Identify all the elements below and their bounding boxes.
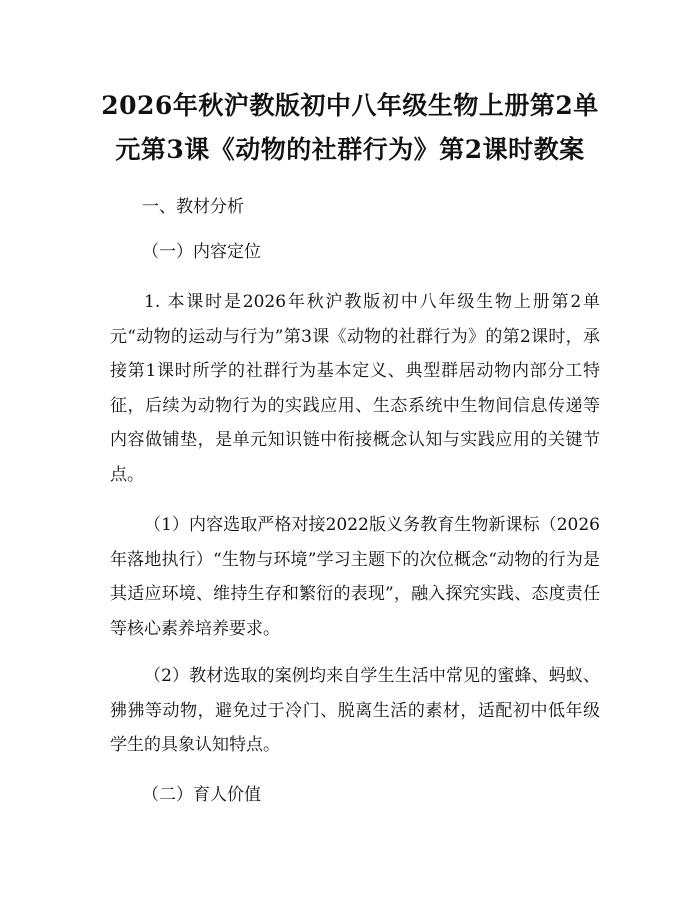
section-heading-textbook-analysis: 一、教材分析: [142, 197, 244, 217]
subsection-heading-educational-value: （二）育人价值: [142, 785, 261, 805]
paragraph-case-selection: （2）教材选取的案例均来自学生生活中常见的蜜蜂、蚂蚁、狒狒等动物，避免过于冷门、脱离生活的素材，适配初中低年级学生的具象认知特点。: [110, 666, 600, 755]
paragraph-lesson-position: 1. 本课时是2026年秋沪教版初中八年级生物上册第2单元“动物的运动与行为”第3课《动物的社群行为》的第2课时，承接第1课时所学的社群行为基本定义、典型群居动物内部分工特征，后续为动物行为的实践应用、生态系统中生物间信息传递等内容做铺垫，是单元知识链中衔接概念认知与实践应用的关键节点。: [110, 292, 600, 485]
subsection-heading-content-positioning: （一）内容定位: [142, 242, 261, 262]
paragraph-curriculum-alignment: （1）内容选取严格对接2022版义务教育生物新课标（2026年落地执行）“生物与环境”学习主题下的次位概念“动物的行为是其适应环境、维持生存和繁衍的表现”，融入探究实践、态度责任等核心素养培养要求。: [110, 515, 600, 639]
document-title: 2026年秋沪教版初中八年级生物上册第2单元第3课《动物的社群行为》第2课时教案: [101, 91, 599, 164]
